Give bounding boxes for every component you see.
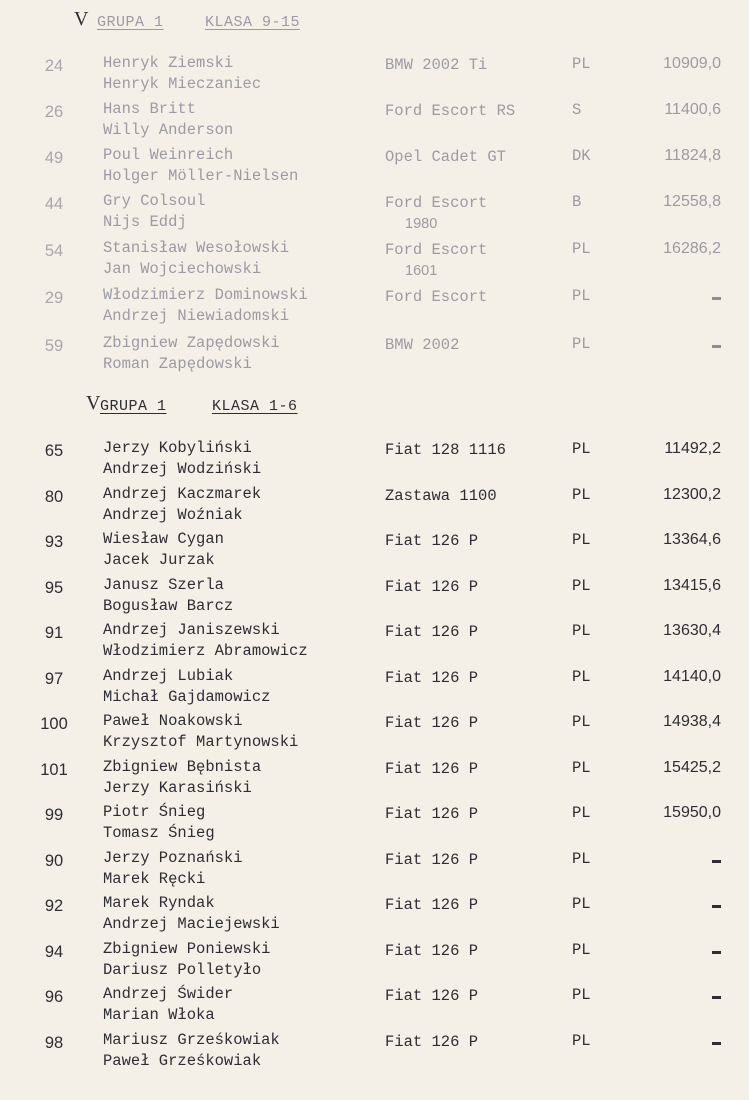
car-model [385,193,487,235]
result-row [0,711,749,755]
driver-name: Jerzy Poznański [103,849,243,867]
crew-names [103,191,205,233]
nationality: PL [572,804,591,822]
driver-name: Andrzej Świder [103,985,234,1003]
car-name: BMW 2002 Ti [385,56,488,74]
driver-name: Janusz Szerla [103,576,224,594]
start-number: 96 [44,988,64,1006]
start-number: 100 [40,715,68,733]
nationality: S [572,101,582,119]
result-row [0,893,749,937]
crew-names [103,711,298,753]
car-name: Ford Escort RS [385,102,516,120]
driver-name: Poul Weinreich [103,146,234,164]
crew-names [103,145,298,187]
car-engine: 1601 [405,263,438,279]
section-header [0,392,749,422]
start-number: 44 [44,195,64,213]
codriver-name: Tomasz Śnieg [103,824,215,842]
car-name: Zastawa 1100 [385,487,497,505]
car-model [385,713,478,734]
car-model [385,804,478,825]
result-row [0,238,749,282]
start-number: 92 [44,897,64,915]
nationality: PL [572,335,591,353]
car-name: Fiat 128 1116 [385,441,506,459]
result-row [0,802,749,846]
start-number: 95 [44,579,64,597]
result-time [712,1032,721,1050]
car-model [385,240,487,282]
codriver-name: Henryk Mieczaniec [103,75,262,93]
result-row [0,333,749,377]
nationality: PL [572,713,591,731]
result-time: 14938,4 [663,713,721,730]
driver-name: Włodzimierz Dominowski [103,286,308,304]
nationality: PL [572,759,591,777]
result-time: 13364,6 [663,531,721,548]
start-number: 98 [44,1034,64,1052]
crew-names [103,438,261,480]
car-model [385,577,478,598]
codriver-name: Andrzej Wodziński [103,460,262,478]
start-number: 101 [40,761,68,779]
start-number: 49 [44,149,64,167]
car-name: Fiat 126 P [385,532,479,550]
result-row [0,53,749,97]
car-name: Fiat 126 P [385,851,479,869]
crew-names [103,99,233,141]
car-name: Fiat 126 P [385,896,479,914]
car-model [385,101,515,122]
no-result-dash [712,905,721,908]
driver-name: Andrzej Kaczmarek [103,485,262,503]
driver-name: Zbigniew Bębnista [103,758,262,776]
crew-names [103,893,280,935]
crew-names [103,802,215,844]
codriver-name: Bogusław Barcz [103,597,234,615]
result-time: 11824,8 [664,147,721,164]
driver-name: Zbigniew Zapędowski [103,334,280,352]
nationality: PL [572,577,591,595]
nationality: PL [572,55,591,73]
nationality: PL [572,287,591,305]
nationality: PL [572,622,591,640]
car-model [385,668,478,689]
car-model [385,55,487,76]
car-model [385,335,459,356]
start-number: 94 [44,943,64,961]
driver-name: Piotr Śnieg [103,803,206,821]
car-model [385,440,506,461]
crew-names [103,848,243,890]
car-name: Fiat 126 P [385,623,479,641]
result-row [0,984,749,1028]
group-label: GRUPA 1 [100,398,167,415]
car-name: Fiat 126 P [385,942,479,960]
car-model [385,941,478,962]
car-name: Fiat 126 P [385,760,479,778]
result-row [0,620,749,664]
no-result-dash [712,951,721,954]
crew-names [103,53,261,95]
start-number: 91 [44,624,64,642]
result-time [712,850,721,868]
no-result-dash [712,996,721,999]
result-time: 12300,2 [663,486,721,503]
codriver-name: Andrzej Niewiadomski [103,307,290,325]
codriver-name: Andrzej Maciejewski [103,915,280,933]
driver-name: Gry Colsoul [103,192,206,210]
driver-name: Hans Britt [103,100,197,118]
car-name: Ford Escort [385,288,488,306]
car-name: Fiat 126 P [385,987,479,1005]
result-row [0,575,749,619]
result-row [0,191,749,235]
codriver-name: Willy Anderson [103,121,234,139]
car-model [385,850,478,871]
driver-name: Stanisław Wesołowski [103,239,290,257]
codriver-name: Roman Zapędowski [103,355,252,373]
car-name: Opel Cadet GT [385,148,506,166]
car-name: Fiat 126 P [385,1033,479,1051]
car-model [385,531,478,552]
driver-name: Jerzy Kobyliński [103,439,252,457]
codriver-name: Dariusz Polletyło [103,961,262,979]
class-label: KLASA 1-6 [212,398,298,415]
car-model [385,147,506,168]
start-number: 59 [44,337,64,355]
result-time [712,895,721,913]
nationality: PL [572,668,591,686]
result-time [712,335,721,353]
check-mark: V [86,392,101,414]
car-name: Ford Escort [385,241,488,259]
crew-names [103,238,289,280]
crew-names [103,984,233,1026]
result-row [0,939,749,983]
crew-names [103,285,308,327]
codriver-name: Paweł Grześkowiak [103,1052,262,1070]
crew-names [103,939,270,981]
codriver-name: Jan Wojciechowski [103,260,262,278]
start-number: 65 [44,442,64,460]
nationality: PL [572,986,591,1004]
car-name: Ford Escort [385,194,488,212]
class-label: KLASA 9-15 [205,14,301,31]
result-row [0,757,749,801]
codriver-name: Jacek Jurzak [103,551,215,569]
section-header [0,8,749,38]
result-row [0,529,749,573]
check-mark: V [74,8,89,30]
car-model [385,287,487,308]
codriver-name: Nijs Eddj [103,213,187,231]
result-time: 10909,0 [663,55,721,72]
group-label: GRUPA 1 [97,14,164,31]
car-model [385,622,478,643]
driver-name: Andrzej Lubiak [103,667,234,685]
driver-name: Wiesław Cygan [103,530,224,548]
codriver-name: Michał Gajdamowicz [103,688,271,706]
start-number: 26 [44,103,64,121]
codriver-name: Jerzy Karasiński [103,779,252,797]
nationality: PL [572,486,591,504]
driver-name: Mariusz Grześkowiak [103,1031,280,1049]
crew-names [103,333,280,375]
nationality: B [572,193,582,211]
result-time: 14140,0 [663,668,721,685]
car-model [385,1032,478,1053]
codriver-name: Marek Ręcki [103,870,206,888]
no-result-dash [712,297,721,300]
driver-name: Henryk Ziemski [103,54,234,72]
nationality: PL [572,440,591,458]
car-engine: 1980 [405,216,438,232]
result-time: 11492,2 [664,440,721,457]
codriver-name: Marian Włoka [103,1006,215,1024]
nationality: PL [572,895,591,913]
result-time: 11400,6 [664,101,721,118]
start-number: 90 [44,852,64,870]
crew-names [103,620,308,662]
nationality: DK [572,147,591,165]
no-result-dash [712,1042,721,1045]
nationality: PL [572,240,591,258]
result-row [0,484,749,528]
car-name: Fiat 126 P [385,714,479,732]
start-number: 29 [44,289,64,307]
driver-name: Zbigniew Poniewski [103,940,271,958]
result-row [0,848,749,892]
nationality: PL [572,531,591,549]
start-number: 93 [44,533,64,551]
result-time: 15425,2 [663,759,721,776]
result-row [0,99,749,143]
car-model [385,895,478,916]
result-row [0,1030,749,1074]
crew-names [103,1030,280,1072]
result-row [0,285,749,329]
nationality: PL [572,941,591,959]
driver-name: Andrzej Janiszewski [103,621,280,639]
car-name: Fiat 126 P [385,669,479,687]
car-model [385,759,478,780]
result-time: 16286,2 [663,240,721,257]
codriver-name: Włodzimierz Abramowicz [103,642,308,660]
car-model [385,486,497,507]
nationality: PL [572,1032,591,1050]
result-time: 12558,8 [663,193,721,210]
result-time [712,941,721,959]
nationality: PL [572,850,591,868]
car-name: Fiat 126 P [385,578,479,596]
car-name: Fiat 126 P [385,805,479,823]
result-row [0,145,749,189]
driver-name: Paweł Noakowski [103,712,243,730]
start-number: 97 [44,670,64,688]
result-time: 15950,0 [663,804,721,821]
crew-names [103,666,270,708]
crew-names [103,484,261,526]
codriver-name: Holger Möller-Nielsen [103,167,299,185]
crew-names [103,757,261,799]
start-number: 80 [44,488,64,506]
car-model [385,986,478,1007]
start-number: 24 [44,57,64,75]
driver-name: Marek Ryndak [103,894,215,912]
result-row [0,438,749,482]
codriver-name: Krzysztof Martynowski [103,733,299,751]
start-number: 99 [44,806,64,824]
result-row [0,666,749,710]
car-name: BMW 2002 [385,336,460,354]
result-time: 13415,6 [663,577,721,594]
start-number: 54 [44,242,64,260]
result-time: 13630,4 [663,622,721,639]
no-result-dash [712,860,721,863]
result-time [712,986,721,1004]
no-result-dash [712,345,721,348]
result-time [712,287,721,305]
crew-names [103,575,233,617]
codriver-name: Andrzej Woźniak [103,506,243,524]
crew-names [103,529,224,571]
